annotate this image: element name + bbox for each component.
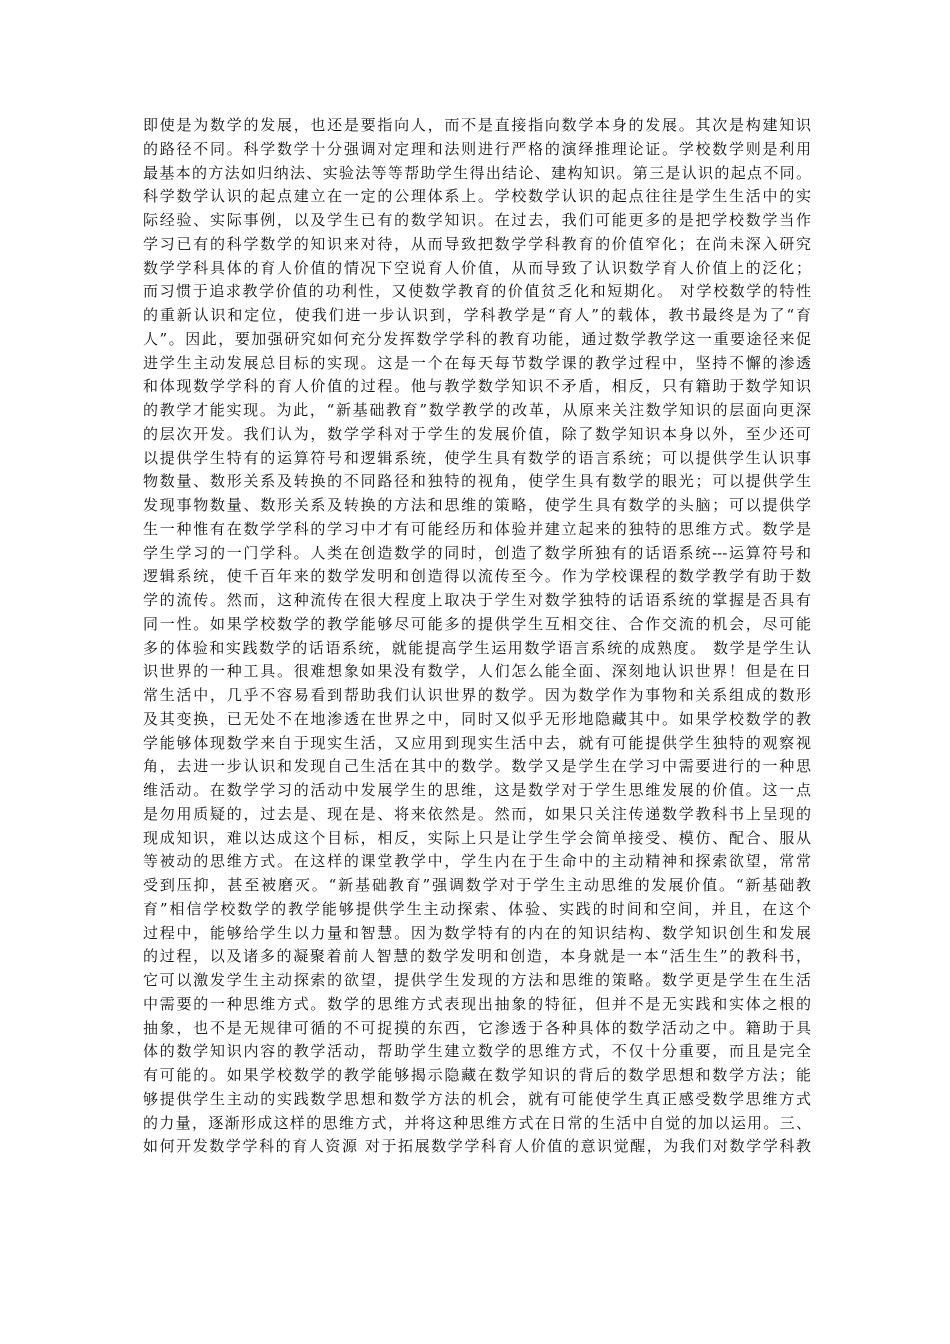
text-line: 的教学才能实现。为此，“新基础教育”数学教学的改革，从原来关注数学知识的层面向更深	[143, 401, 811, 419]
text-line: 多的体验和实践数学的话语系统，就能提高学生运用数学语言系统的成熟度。 数学是学生认	[143, 638, 811, 657]
text-line: 的过程，以及诸多的凝聚着前人智慧的数学发明和创造，本身就是一本“活生生”的教科书，	[143, 947, 811, 966]
text-line: 的重新认识和定位，使我们进一步认识到，学科教学是“育人”的载体，教书最终是为了“育	[143, 306, 811, 324]
text-line: 抽象，也不是无规律可循的不可捉摸的东西，它渗透于各种具体的数学活动之中。籍助于具	[143, 1018, 811, 1037]
text-line: 学的流传。然而，这种流传在很大程度上取决于学生对数学独特的话语系统的掌握是否具有	[143, 591, 811, 609]
text-line: 育”相信学校数学的教学能够提供学生主动探索、体验、实践的时间和空间，并且，在这个	[143, 899, 811, 918]
text-line: 物数量、数形关系及转换的不同路径和独特的视角，使学生具有数学的眼光；可以提供学生	[143, 472, 811, 491]
text-line: 如何开发数学学科的育人资源 对于拓展数学学科育人价值的意识觉醒，为我们对数学学科教	[143, 1137, 811, 1156]
text-line: 同一性。如果学校数学的教学能够尽可能多的提供学生互相交往、合作交流的机会，尽可能	[143, 614, 811, 633]
text-line: 生一种惟有在数学学科的学习中才有可能经历和体验并建立起来的独特的思维方式。数学是	[143, 519, 811, 538]
body-text	[143, 114, 811, 1159]
text-line: 学能够体现数学来自于现实生活，又应用到现实生活中去，就有可能提供学生独特的观察视	[143, 733, 811, 752]
text-line: 及其变换，已无处不在地渗透在世界之中，同时又似乎无形地隐藏其中。如果学校数学的教	[143, 709, 811, 728]
text-line: 过程中，能够给学生以力量和智慧。因为数学特有的内在的知识结构、数学知识创生和发展	[143, 923, 811, 942]
text-line: 够提供学生主动的实践数学思想和数学方法的机会，就有可能使学生真正感受数学思维方式	[143, 1089, 811, 1108]
text-line: 而习惯于追求教学价值的功利性，又使数学教育的价值贫乏化和短期化。 对学校数学的特性	[143, 282, 811, 301]
text-line: 学习已有的科学数学的知识来对待，从而导致把数学学科教育的价值窄化；在尚未深入研究	[143, 234, 811, 253]
text-line: 常生活中，几乎不容易看到帮助我们认识世界的数学。因为数学作为事物和关系组成的数形	[143, 686, 811, 704]
text-line: 的路径不同。科学数学十分强调对定理和法则进行严格的演绎推理论证。学校数学则是利用	[143, 139, 811, 158]
text-line: 是勿用质疑的，过去是、现在是、将来依然是。然而，如果只关注传递数学教科书上呈现的	[143, 804, 811, 823]
text-line: 数学学科具体的育人价值的情况下空说育人价值，从而导致了认识数学育人价值上的泛化；	[143, 258, 811, 277]
text-line: 进学生主动发展总目标的实现。这是一个在每天每节数学课的教学过程中，坚持不懈的渗透	[143, 353, 811, 372]
text-line: 的层次开发。我们认为，数学学科对于学生的发展价值，除了数学知识本身以外，至少还可	[143, 424, 811, 443]
text-line: 即使是为数学的发展，也还是要指向人，而不是直接指向数学本身的发展。其次是构建知识	[143, 116, 811, 134]
text-line: 它可以激发学生主动探索的欲望，提供学生发现的方法和思维的策略。数学更是学生在生活	[143, 971, 811, 989]
text-line: 以提供学生特有的运算符号和逻辑系统，使学生具有数学的语言系统；可以提供学生认识事	[143, 448, 811, 467]
text-line: 逻辑系统，使千百年来的数学发明和创造得以流传至今。作为学校课程的数学教学有助于数	[143, 567, 811, 586]
text-line: 体的数学知识内容的教学活动，帮助学生建立数学的思维方式，不仅十分重要，而且是完全	[143, 1042, 811, 1061]
text-line: 科学数学认识的起点建立在一定的公理体系上。学校数学认识的起点往往是学生生活中的实	[143, 187, 811, 206]
text-line: 的力量，逐渐形成这样的思维方式，并将这种思维方式在日常的生活中自觉的加以运用。三、	[143, 1113, 811, 1132]
text-line: 中需要的一种思维方式。数学的思维方式表现出抽象的特征，但并不是无实践和实体之根的	[143, 994, 811, 1013]
text-line: 识世界的一种工具。很难想象如果没有数学，人们怎么能全面、深刻地认识世界！但是在日	[143, 662, 811, 681]
text-line: 人”。因此，要加强研究如何充分发挥数学学科的教育功能，通过数学教学这一重要途径来促	[143, 329, 811, 348]
text-line: 最基本的方法如归纳法、实验法等等帮助学生得出结论、建构知识。第三是认识的起点不同。	[143, 163, 811, 182]
text-line: 角，去进一步认识和发现自己生活在其中的数学。数学又是学生在学习中需要进行的一种思	[143, 757, 811, 776]
text-line: 际经验、实际事例，以及学生已有的数学知识。在过去，我们可能更多的是把学校数学当作	[143, 211, 811, 229]
text-line: 学生学习的一门学科。人类在创造数学的同时，创造了数学所独有的话语系统---运算符号和	[143, 543, 811, 562]
text-line: 等被动的思维方式。在这样的课堂教学中，学生内在于生命中的主动精神和探索欲望，常常	[143, 852, 811, 871]
text-line: 有可能的。如果学校数学的教学能够揭示隐藏在数学知识的背后的数学思想和数学方法；能	[143, 1066, 811, 1084]
text-line: 发现事物数量、数形关系及转换的方法和思维的策略，使学生具有数学的头脑；可以提供学	[143, 496, 811, 514]
text-line: 维活动。在数学学习的活动中发展学生的思维，这是数学对于学生思维发展的价值。这一点	[143, 781, 811, 799]
text-line: 受到压抑，甚至被磨灭。“新基础教育”强调数学对于学生主动思维的发展价值。“新基础教	[143, 876, 811, 894]
text-line: 现成知识，难以达成这个目标，相反，实际上只是让学生学会简单接受、模仿、配合、服从	[143, 828, 811, 847]
text-line: 和体现数学学科的育人价值的过程。他与教学数学知识不矛盾，相反，只有籍助于数学知识	[143, 377, 811, 396]
